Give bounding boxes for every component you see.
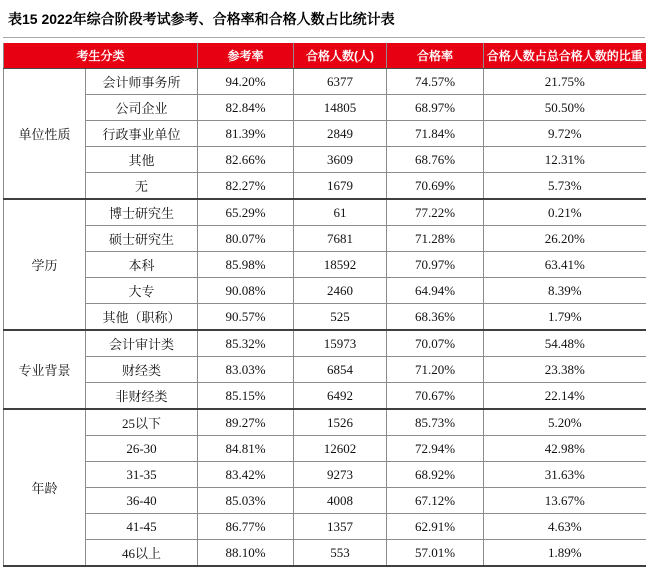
category-cell: 41-45	[86, 514, 198, 540]
table-header-row	[4, 43, 646, 69]
table-row	[4, 488, 646, 514]
data-cell: 12.31%	[484, 147, 646, 173]
column-header-pass-count: 合格人数(人)	[294, 43, 387, 69]
data-cell: 71.84%	[387, 121, 484, 147]
data-cell: 6492	[294, 383, 387, 410]
category-cell: 公司企业	[86, 95, 198, 121]
data-cell: 7681	[294, 226, 387, 252]
data-cell: 5.73%	[484, 173, 646, 200]
data-cell: 89.27%	[198, 409, 294, 436]
category-cell: 财经类	[86, 357, 198, 383]
data-cell: 18592	[294, 252, 387, 278]
data-cell: 90.08%	[198, 278, 294, 304]
data-cell: 54.48%	[484, 330, 646, 357]
data-cell: 71.28%	[387, 226, 484, 252]
data-cell: 0.21%	[484, 199, 646, 226]
category-cell: 会计审计类	[86, 330, 198, 357]
page-title: 表15 2022年综合阶段考试参考、合格率和合格人数占比统计表	[8, 11, 395, 27]
data-cell: 1357	[294, 514, 387, 540]
data-cell: 80.07%	[198, 226, 294, 252]
group-label-cell: 年龄	[4, 409, 86, 566]
category-cell: 非财经类	[86, 383, 198, 410]
category-cell: 其他（职称）	[86, 304, 198, 331]
data-cell: 2460	[294, 278, 387, 304]
data-cell: 525	[294, 304, 387, 331]
data-cell: 26.20%	[484, 226, 646, 252]
data-cell: 2849	[294, 121, 387, 147]
table-row	[4, 147, 646, 173]
data-cell: 22.14%	[484, 383, 646, 410]
table-row	[4, 278, 646, 304]
data-cell: 62.91%	[387, 514, 484, 540]
data-cell: 85.03%	[198, 488, 294, 514]
column-header-share-of-total: 合格人数占总合格人数的比重	[484, 43, 646, 69]
data-cell: 68.76%	[387, 147, 484, 173]
data-cell: 31.63%	[484, 462, 646, 488]
data-cell: 1.89%	[484, 540, 646, 567]
category-cell: 博士研究生	[86, 199, 198, 226]
data-cell: 85.32%	[198, 330, 294, 357]
category-cell: 无	[86, 173, 198, 200]
data-cell: 70.69%	[387, 173, 484, 200]
data-cell: 83.03%	[198, 357, 294, 383]
data-cell: 84.81%	[198, 436, 294, 462]
data-cell: 6854	[294, 357, 387, 383]
data-cell: 82.66%	[198, 147, 294, 173]
category-cell: 46以上	[86, 540, 198, 567]
data-cell: 68.92%	[387, 462, 484, 488]
data-cell: 72.94%	[387, 436, 484, 462]
table-row	[4, 357, 646, 383]
data-cell: 71.20%	[387, 357, 484, 383]
data-cell: 5.20%	[484, 409, 646, 436]
data-cell: 13.67%	[484, 488, 646, 514]
group-label-cell: 单位性质	[4, 69, 86, 200]
data-cell: 85.73%	[387, 409, 484, 436]
table-row	[4, 95, 646, 121]
data-cell: 68.97%	[387, 95, 484, 121]
data-cell: 63.41%	[484, 252, 646, 278]
table-row	[4, 383, 646, 410]
data-cell: 68.36%	[387, 304, 484, 331]
data-cell: 21.75%	[484, 69, 646, 95]
data-cell: 83.42%	[198, 462, 294, 488]
data-cell: 12602	[294, 436, 387, 462]
category-cell: 行政事业单位	[86, 121, 198, 147]
data-cell: 57.01%	[387, 540, 484, 567]
data-cell: 64.94%	[387, 278, 484, 304]
data-cell: 90.57%	[198, 304, 294, 331]
category-cell: 会计师事务所	[86, 69, 198, 95]
table-row	[4, 173, 646, 200]
category-cell: 本科	[86, 252, 198, 278]
data-cell: 94.20%	[198, 69, 294, 95]
data-cell: 74.57%	[387, 69, 484, 95]
data-cell: 6377	[294, 69, 387, 95]
data-cell: 1.79%	[484, 304, 646, 331]
data-cell: 85.15%	[198, 383, 294, 410]
table-row	[4, 69, 646, 95]
category-cell: 36-40	[86, 488, 198, 514]
table-row	[4, 409, 646, 436]
data-cell: 70.97%	[387, 252, 484, 278]
category-cell: 其他	[86, 147, 198, 173]
table-row	[4, 121, 646, 147]
data-cell: 88.10%	[198, 540, 294, 567]
category-cell: 26-30	[86, 436, 198, 462]
table-row	[4, 226, 646, 252]
category-cell: 硕士研究生	[86, 226, 198, 252]
data-cell: 81.39%	[198, 121, 294, 147]
data-cell: 9.72%	[484, 121, 646, 147]
table-row	[4, 540, 646, 567]
column-header-pass-rate: 合格率	[387, 43, 484, 69]
data-cell: 8.39%	[484, 278, 646, 304]
table-row	[4, 462, 646, 488]
group-label-cell: 专业背景	[4, 330, 86, 409]
column-header-candidate-category: 考生分类	[4, 43, 198, 69]
data-cell: 42.98%	[484, 436, 646, 462]
data-cell: 85.98%	[198, 252, 294, 278]
data-cell: 82.27%	[198, 173, 294, 200]
data-cell: 553	[294, 540, 387, 567]
stats-table	[3, 43, 646, 567]
data-cell: 3609	[294, 147, 387, 173]
table-row	[4, 304, 646, 331]
data-cell: 4008	[294, 488, 387, 514]
data-cell: 14805	[294, 95, 387, 121]
data-cell: 9273	[294, 462, 387, 488]
data-cell: 70.07%	[387, 330, 484, 357]
data-cell: 65.29%	[198, 199, 294, 226]
data-cell: 77.22%	[387, 199, 484, 226]
table-row	[4, 330, 646, 357]
category-cell: 31-35	[86, 462, 198, 488]
data-cell: 82.84%	[198, 95, 294, 121]
table-body	[4, 69, 646, 567]
category-cell: 25以下	[86, 409, 198, 436]
data-cell: 4.63%	[484, 514, 646, 540]
data-cell: 23.38%	[484, 357, 646, 383]
category-cell: 大专	[86, 278, 198, 304]
table-row	[4, 252, 646, 278]
data-cell: 1679	[294, 173, 387, 200]
data-cell: 15973	[294, 330, 387, 357]
group-label-cell: 学历	[4, 199, 86, 330]
data-cell: 86.77%	[198, 514, 294, 540]
column-header-participation-rate: 参考率	[198, 43, 294, 69]
table-top-rule	[3, 37, 645, 38]
data-cell: 50.50%	[484, 95, 646, 121]
table-row	[4, 436, 646, 462]
data-cell: 1526	[294, 409, 387, 436]
data-cell: 70.67%	[387, 383, 484, 410]
data-cell: 67.12%	[387, 488, 484, 514]
table-row	[4, 199, 646, 226]
table-row	[4, 514, 646, 540]
data-cell: 61	[294, 199, 387, 226]
